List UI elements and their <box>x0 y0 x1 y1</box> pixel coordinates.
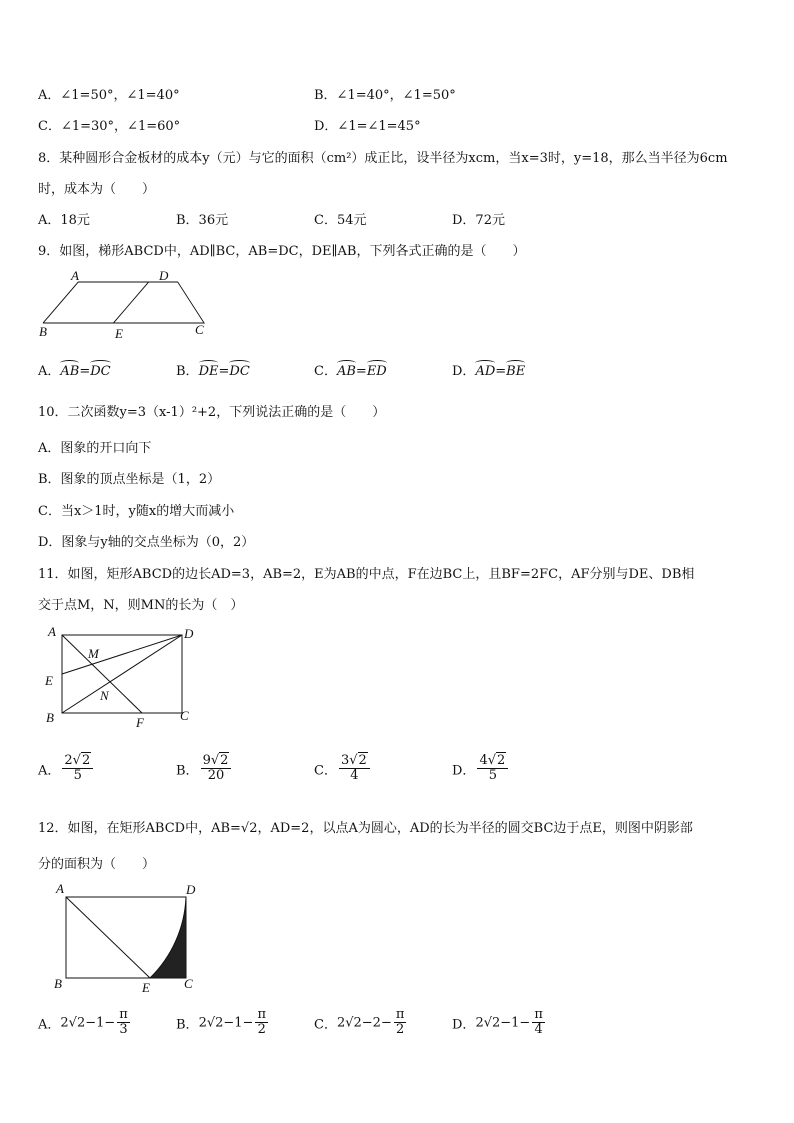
q11-rectangle-figure <box>42 624 202 732</box>
q7-option-d: D．∠1=∠1=45° <box>314 119 421 134</box>
q10-option-b: B．图象的顶点坐标是（1，2） <box>38 472 221 487</box>
q8-option-d: D．72元 <box>452 213 505 228</box>
q9-trapezoid-figure <box>36 266 211 342</box>
q12-label-b: B <box>54 976 62 991</box>
q9-option-c: C．AB=ED <box>314 364 387 379</box>
q7-option-a: A．∠1=50°，∠1=40° <box>38 88 180 103</box>
q10-option-a: A．图象的开口向下 <box>38 441 152 456</box>
q8-option-b: B．36元 <box>176 213 229 228</box>
q7-option-c: C．∠1=30°，∠1=60° <box>38 119 181 134</box>
q9-option-b: B．DE=DC <box>176 364 250 379</box>
q12-option-b: B．2√2−1− $\frac{\pi}{2}$ <box>176 1007 266 1038</box>
q9-stem: 9．如图，梯形ABCD中，AD∥BC，AB=DC，DE∥AB，下列各式正确的是（ ） <box>38 244 526 259</box>
q11-label-m: M <box>88 646 99 661</box>
q10-stem: 10．二次函数y=3（x-1）²+2，下列说法正确的是（ ） <box>38 405 386 420</box>
q8-option-c: C．54元 <box>314 213 367 228</box>
q8-stem-line2: 时，成本为（ ） <box>38 182 156 197</box>
q12-rectangle-figure <box>50 880 210 996</box>
q11-label-e: E <box>45 673 53 688</box>
q12-label-c: C <box>184 976 193 991</box>
q11-label-a: A <box>48 624 56 639</box>
q8-stem-line1: 8．某种圆形合金板材的成本y（元）与它的面积（cm²）成正比，设半径为xcm，当x=3时，y=18，那么当半径为6cm <box>38 151 728 166</box>
q11-stem-line1: 11．如图，矩形ABCD的边长AD=3，AB=2，E为AB的中点，F在边BC上，且BF=2FC，AF分别与DE、DB相 <box>38 567 695 582</box>
q9-label-a: A <box>71 268 79 283</box>
q11-option-b: B． $\frac{9√2}{20}$ <box>176 754 233 784</box>
q11-option-d: D． $\frac{4√2}{5}$ <box>452 754 510 784</box>
q12-stem-line2: 分的面积为（ ） <box>38 857 156 872</box>
q11-label-n: N <box>100 688 109 703</box>
q10-option-d: D．图象与y轴的交点坐标为（0，2） <box>38 535 255 550</box>
q9-label-b: B <box>39 324 47 339</box>
q7-option-b: B．∠1=40°，∠1=50° <box>314 88 456 103</box>
q9-label-e: E <box>115 326 123 341</box>
q9-option-a: A．AB=DC <box>38 364 111 379</box>
q9-label-d: D <box>159 268 169 283</box>
q11-option-c: C． $\frac{3√2}{4}$ <box>314 754 372 784</box>
q11-stem-line2: 交于点M，N，则MN的长为（ ） <box>38 598 244 613</box>
q12-option-c: C．2√2−2− $\frac{\pi}{2}$ <box>314 1007 405 1038</box>
q11-label-f: F <box>136 715 144 730</box>
q12-label-d: D <box>186 882 196 897</box>
q12-label-a: A <box>56 881 64 896</box>
q12-option-a: A．2√2−1− $\frac{\pi}{3}$ <box>38 1007 128 1038</box>
q10-option-c: C．当x＞1时，y随x的增大而减小 <box>38 504 235 519</box>
q8-option-a: A．18元 <box>38 213 90 228</box>
q11-label-b: B <box>46 710 54 725</box>
q12-label-e: E <box>142 980 150 995</box>
q9-label-c: C <box>195 322 204 337</box>
q11-label-c: C <box>180 708 189 723</box>
q11-option-a: A． $\frac{2√2}{5}$ <box>38 754 95 784</box>
q11-label-d: D <box>184 626 194 641</box>
q12-option-d: D．2√2−1− $\frac{\pi}{4}$ <box>452 1007 543 1038</box>
q9-option-d: D．AD=BE <box>452 364 526 379</box>
q12-stem-line1: 12．如图，在矩形ABCD中，AB=√2，AD=2，以点A为圆心，AD的长为半径的圆交BC边于点E，则图中阴影部 <box>38 821 693 836</box>
